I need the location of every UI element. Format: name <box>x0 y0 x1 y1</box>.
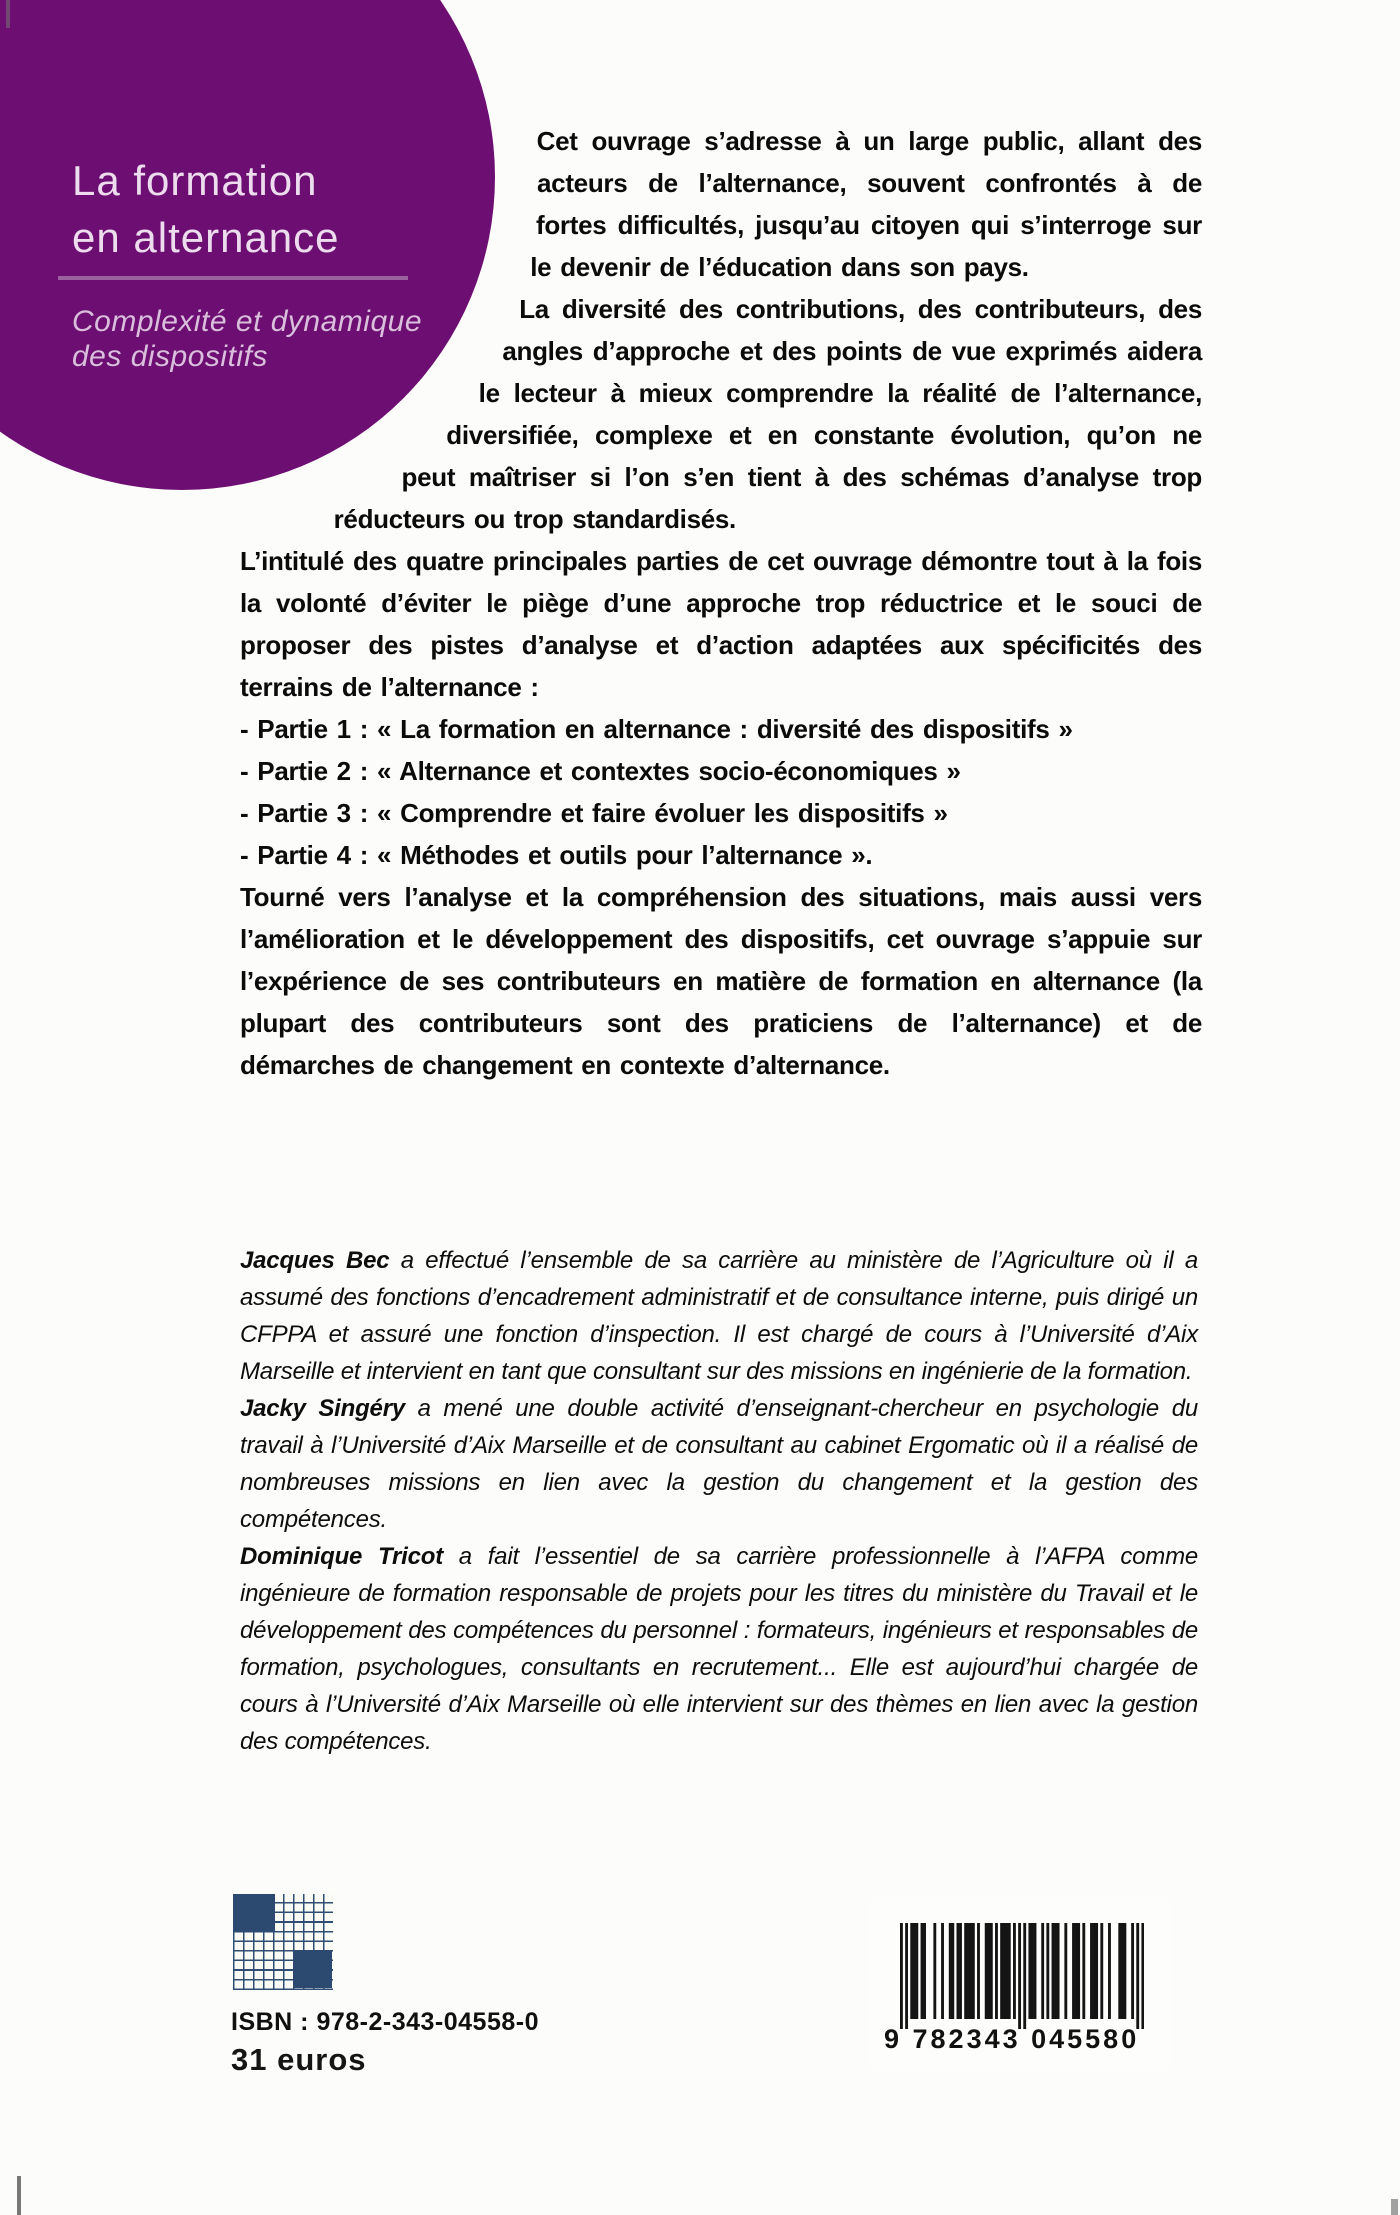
scan-artifact-bottom-right <box>1391 2199 1398 2215</box>
author-bio-text: a effectué l’ensemble de sa carrière au ministère de l’Agriculture où il a assumé des fonctions d’encadrement administratif et de consultance interne, puis dirigé un CFPPA et assuré une fonction d’inspection. Il est chargé de cours à l’Université d’Aix Marseille et intervient en tant que consultant sur des missions en ingénierie de la formation. <box>240 1247 1198 1385</box>
author-name: Jacky Singéry <box>240 1395 405 1422</box>
scan-artifact-top-left <box>6 0 10 28</box>
synopsis-paragraph-4: Tourné vers l’analyse et la compréhension des situations, mais aussi vers l’amélioration et le développement des dispositifs, cet ouvrage s’appuie sur l’expérience de ses contributeurs en matière de formation en alternance (la plupart des contributeurs sont des praticiens de l’alternance) et de démarches de changement en contexte d’alternance. <box>240 882 1202 1080</box>
book-subtitle-line1: Complexité et dynamique <box>72 305 423 338</box>
part-line-1: - Partie 1 : « La formation en alternance : diversité des dispositifs » <box>240 714 1073 744</box>
barcode <box>870 1903 1170 2065</box>
synopsis-paragraph-3: L’intitulé des quatre principales parties de cet ouvrage démontre tout à la fois la volonté d’éviter le piège d’une approche trop réductrice et le souci de proposer des pistes d’analyse et d’action adaptées aux spécificités des terrains de l’alternance : <box>240 546 1202 702</box>
part-line-4: - Partie 4 : « Méthodes et outils pour l’alternance ». <box>240 840 873 870</box>
price-text: 31 euros <box>231 2042 367 2077</box>
barcode-bars <box>900 1923 1144 2029</box>
barcode-digits: 9 782343 045580 <box>884 2024 1140 2054</box>
scan-artifact-bottom-left <box>17 2176 21 2215</box>
publisher-logo <box>233 1894 333 1990</box>
author-name: Dominique Tricot <box>240 1543 444 1570</box>
author-bio-text: a mené une double activité d’enseignant-chercheur en psychologie du travail à l’Université d’Aix Marseille et de consultant au cabinet Ergomatic où il a réalisé de nombreuses missions en lien avec la gestion du changement et la gestion des compétences. <box>240 1395 1198 1533</box>
synopsis-paragraph-1: Cet ouvrage s’adresse à un large public, allant des acteurs de l’alternance, souvent confrontés à de fortes difficultés, jusqu’au citoyen qui s’interroge sur le devenir de l’éducation dans son pays. <box>530 126 1202 282</box>
part-line-2: - Partie 2 : « Alternance et contextes socio-économiques » <box>240 756 961 786</box>
author-bio <box>240 1390 1198 1538</box>
part-line-3: - Partie 3 : « Comprendre et faire évoluer les dispositifs » <box>240 798 948 828</box>
synopsis-text <box>240 120 1202 1086</box>
author-bio-text: a fait l’essentiel de sa carrière professionnelle à l’AFPA comme ingénieure de formation responsable de projets pour les titres du ministère du Travail et le développement des compétences du personnel : formateurs, ingénieurs et responsables de formation, psychologues, consultants en recrutement... Elle est aujourd’hui chargée de cours à l’Université d’Aix Marseille où elle intervient sur des thèmes en lien avec la gestion des compétences. <box>240 1543 1199 1755</box>
book-subtitle-line2: des dispositifs <box>72 340 268 373</box>
author-name: Jacques Bec <box>240 1247 390 1274</box>
book-title-line2: en alternance <box>72 214 340 261</box>
author-bio <box>240 1538 1198 1760</box>
logo-square-bottom-right <box>293 1950 332 1988</box>
logo-square-top-left <box>233 1894 275 1931</box>
parts-list <box>240 708 1202 876</box>
isbn-text: ISBN : 978-2-343-04558-0 <box>231 2008 539 2036</box>
book-title-line1: La formation <box>72 157 318 204</box>
synopsis-paragraph-2: La diversité des contributions, des contributeurs, des angles d’approche et des points de vue exprimés aidera le lecteur à mieux comprendre la réalité de l’alternance, diversifiée, complexe et en constante évolution, qu’on ne peut maîtriser si l’on s’en tient à des schémas d’analyse trop réducteurs ou trop standardisés. <box>333 294 1202 534</box>
author-bio <box>240 1242 1198 1390</box>
authors-section <box>240 1242 1198 1760</box>
